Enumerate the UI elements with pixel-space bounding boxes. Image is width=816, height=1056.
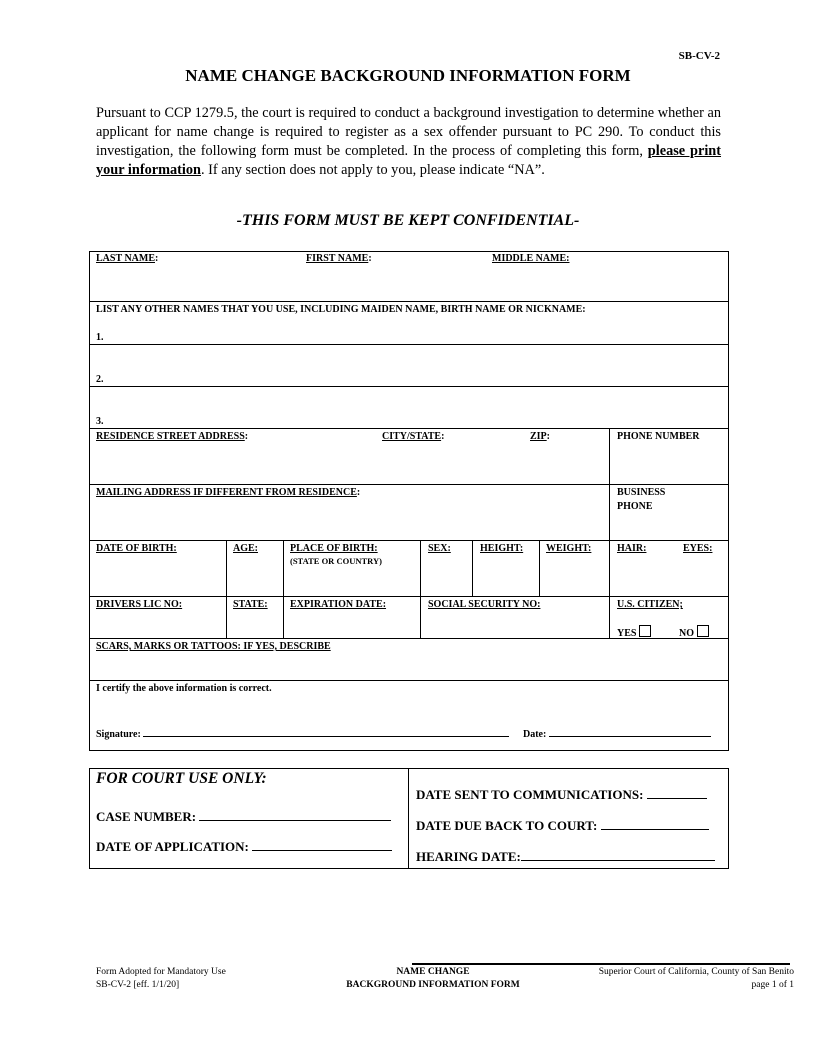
other-name-3: 3. [96,416,104,427]
row-divider [89,596,729,597]
footer-center-line-1: NAME CHANGE [396,967,470,977]
date-due-label: DATE DUE BACK TO COURT: [416,818,598,833]
drivers-lic-label: DRIVERS LIC NO: [96,599,183,610]
state-label: STATE: [233,599,268,610]
col-divider [420,540,421,638]
weight-label: WEIGHT: [546,543,592,554]
city-state-label: CITY/STATE: [382,431,445,442]
date-sent-label: DATE SENT TO COMMUNICATIONS: [416,787,644,802]
sex-label: SEX: [428,543,451,554]
other-name-2: 2. [96,374,104,385]
confidential-notice: -THIS FORM MUST BE KEPT CONFIDENTIAL- [236,212,580,229]
footer-left-line-1: Form Adopted for Mandatory Use [96,967,226,977]
col-divider [609,428,610,638]
date-due-blank[interactable] [601,817,709,830]
footer-right [599,966,794,992]
business-phone-label-1: BUSINESS [617,487,666,498]
no-checkbox[interactable] [697,625,709,637]
case-number-blank[interactable] [199,808,391,821]
last-name-colon: : [155,253,159,264]
city-state-colon: : [441,431,445,442]
row-divider [89,428,729,429]
footer-right-line-2: page 1 of 1 [751,980,794,990]
intro-paragraph [96,104,721,180]
date-blank[interactable] [549,724,711,737]
hearing-date-label: HEARING DATE: [416,849,521,864]
footer-right-line-1: Superior Court of California, County of San Benito [598,967,794,977]
dob-label: DATE OF BIRTH: [96,543,177,554]
intro-emphasis: please print your information [96,143,722,178]
other-name-1: 1. [96,332,104,343]
place-of-birth-sublabel: (STATE OR COUNTRY) [290,556,382,566]
footer-center-line-2: BACKGROUND INFORMATION FORM [346,980,520,990]
footer-center [300,966,566,992]
intro-text-before: Pursuant to CCP 1279.5, the court is required to conduct a background investigation to determine whether an applicant for name change is required to register as a sex offender pursuant to PC 290. To conduct this investigation, the following form must be completed. In the process of completing this form, [96,105,721,159]
col-divider [539,540,540,596]
footer-rule [412,963,790,965]
signature-line[interactable] [96,724,509,741]
hearing-date-field[interactable] [416,848,715,865]
row-divider [89,540,729,541]
hair-label: HAIR: [617,543,647,554]
middle-name-label: MIDDLE NAME: [492,253,570,264]
row-divider [89,680,729,681]
certify-statement: I certify the above information is correct. [96,683,272,694]
ssn-label: SOCIAL SECURITY NO: [428,599,541,610]
no-label: NO [679,628,694,639]
case-number-field[interactable] [96,808,391,825]
scars-label: SCARS, MARKS OR TATTOOS: IF YES, DESCRIBE [96,641,331,652]
footer-left [96,966,226,992]
date-sent-blank[interactable] [647,786,707,799]
signature-label: Signature: [96,729,141,740]
residence-colon: : [244,431,249,442]
date-label: Date: [523,729,547,740]
form-code: SB-CV-2 [678,50,720,62]
court-use-title: FOR COURT USE ONLY: [96,770,267,787]
row-divider [89,301,729,302]
yes-label: YES [617,628,637,639]
citizen-no-option[interactable] [679,625,709,640]
last-name-label: LAST NAME: [96,253,159,264]
footer-left-line-2: SB-CV-2 [eff. 1/1/20] [96,980,180,990]
page-title: NAME CHANGE BACKGROUND INFORMATION FORM [185,66,631,85]
col-divider [226,540,227,638]
row-divider [89,484,729,485]
other-names-label: LIST ANY OTHER NAMES THAT YOU USE, INCLUDING MAIDEN NAME, BIRTH NAME OR NICKNAME: [96,304,586,315]
zip-label: ZIP: [530,431,551,442]
first-name-colon: : [368,253,372,264]
date-of-application-field[interactable] [96,838,392,855]
date-of-application-blank[interactable] [252,838,392,851]
height-label: HEIGHT: [480,543,524,554]
first-name-label: FIRST NAME: [306,253,372,264]
yes-checkbox[interactable] [639,625,651,637]
intro-text-after: . If any section does not apply to you, please indicate “NA”. [200,162,545,178]
date-line[interactable] [523,724,711,741]
row-divider [89,386,729,387]
row-divider [89,344,729,345]
age-label: AGE: [233,543,258,554]
business-phone-label-2: PHONE [617,501,653,512]
col-divider [472,540,473,596]
date-due-field[interactable] [416,817,709,834]
col-divider [283,540,284,638]
hearing-date-blank[interactable] [521,848,715,861]
case-number-label: CASE NUMBER: [96,809,197,824]
phone-number-label: PHONE NUMBER [617,431,700,442]
residence-label: RESIDENCE STREET ADDRESS: [96,431,249,442]
court-col-divider [408,768,409,869]
eyes-label: EYES: [683,543,713,554]
citizen-yes-option[interactable] [617,625,651,640]
zip-colon: : [546,431,551,442]
signature-blank[interactable] [143,724,509,737]
date-of-application-label: DATE OF APPLICATION: [96,839,249,854]
mailing-address-label: MAILING ADDRESS IF DIFFERENT FROM RESIDENCE: [96,487,361,498]
place-of-birth-label: PLACE OF BIRTH: [290,543,378,554]
date-sent-field[interactable] [416,786,707,803]
us-citizen-label: U.S. CITIZEN; [617,599,683,610]
mailing-colon: : [356,487,361,498]
expiration-date-label: EXPIRATION DATE: [290,599,387,610]
